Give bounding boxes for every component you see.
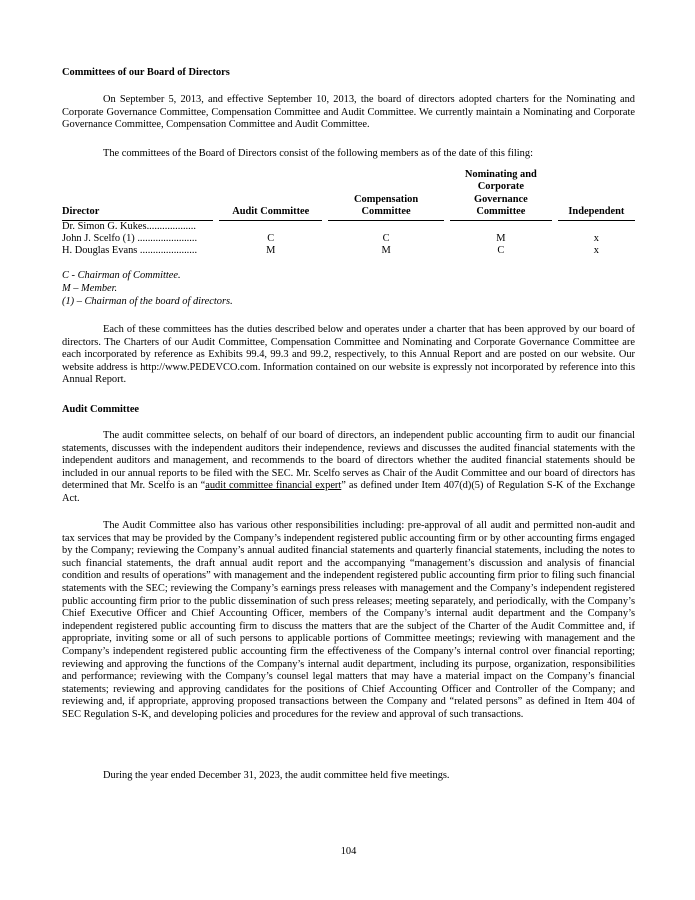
cell-compensation: M: [381, 245, 391, 257]
paragraph-audit-responsibilities: The Audit Committee also has various other responsibilities including: pre-approval of all audit and permitted non-audit and tax services that may be provided by the Company’s independent registered public accounting firm or by other accounting firms engaged by the Company; reviewing the Company’s annual audited financial statements and quarterly financial statements, including the notes to such financial statements, the draft annual audit report and the accompanying “management’s discussion and analysis of financial condition and results of operations” with management and the independent registered public accounting firm prior to filing such financial statements with the SEC; reviewing the Company’s earnings press releases with management and the Company’s independent registered public accounting firm prior to the public dissemination of such press releases; meeting separately, and periodically, with the Company’s Chief Executive Officer and Chief Accounting Officer, members of the Company’s internal audit department and the Company’s independent registered public accounting firm to discuss the matters that are the subject of the Charter of the Audit Committee and, if appropriate, inviting some or all of such persons to applicable portions of Committee meetings; reviewing with management and the Company’s independent registered public accounting firm the effectiveness of the Company’s internal control over financial reporting; reviewing and approving the functions of the Company’s internal audit department, including its purpose, organization, responsibilities and performance; reviewing with the Company’s counsel legal matters that may have a material impact on the Company’s financial statements; reviewing and approving candidates for the positions of Chief Accounting Officer and Controller of the Company; and reviewing and, if appropriate, approving proposed transactions between the Company and “related persons” as defined in Item 404 of SEC Regulation S-K, and developing policies and procedures for the review and approval of such transactions.: [62, 520, 635, 720]
paragraph-charters: On September 5, 2013, and effective September 10, 2013, the board of directors adopted charters for the Nominating and Corporate Governance Committee, Compensation Committee and Audit Committee. We currently maintain a Nominating and Corporate Governance Committee, Compensation Committee and Audit Committee.: [62, 94, 635, 131]
legend-member: M – Member.: [62, 283, 118, 294]
paragraph-audit-selection: [62, 430, 635, 506]
header-nominating-line3: Governance: [474, 193, 528, 205]
audit-text-part2: ” as defined under Item 407(d)(5) of Regulation S-K of the Exchange Act.: [62, 480, 636, 504]
cell-independent: [558, 220, 635, 233]
table-legend: [62, 270, 233, 309]
header-nominating-line2: Corporate: [477, 181, 524, 193]
legend-board-chairman: (1) – Chairman of the board of directors.: [62, 296, 233, 307]
header-nominating-line4: Committee: [476, 206, 526, 218]
table-row: [62, 245, 635, 257]
table-row: [62, 220, 635, 233]
cell-compensation: [328, 220, 444, 233]
table-header-row: [62, 169, 635, 220]
cell-audit: C: [267, 233, 275, 245]
section-heading-audit-committee: Audit Committee: [62, 404, 140, 415]
audit-financial-expert-term: audit committee financial expert: [205, 480, 342, 492]
table-row: [62, 233, 635, 245]
cell-audit: [219, 220, 322, 233]
header-independent: Independent: [558, 169, 635, 220]
cell-nominating: M: [496, 233, 506, 245]
header-nominating-line1: Nominating and: [464, 169, 537, 180]
cell-nominating: C: [497, 245, 505, 257]
cell-audit: M: [266, 245, 276, 257]
cell-director: John J. Scelfo (1) .......................: [62, 233, 198, 245]
header-compensation-line2: Committee: [361, 206, 411, 218]
page-number: 104: [340, 846, 357, 857]
cell-independent: x: [593, 233, 599, 245]
header-compensation-line1: Compensation: [354, 193, 419, 205]
committees-table: [62, 169, 635, 258]
header-audit-committee: Audit Committee: [219, 169, 322, 220]
paragraph-committee-charters: Each of these committees has the duties described below and operates under a charter that has been approved by our board of directors. The Charters of our Audit Committee, Compensation Committee and Nominating and Corporate Governance Committee are each incorporated by reference as Exhibits 99.4, 99.3 and 99.2, respectively, to this Annual Report and are posted on our website. Our website address is http://www.PEDEVCO.com. Information contained on our website is expressly not incorporated by reference into this Annual Report.: [62, 324, 635, 386]
header-nominating-committee: [450, 169, 552, 220]
section-heading-committees: Committees of our Board of Directors: [62, 67, 230, 78]
cell-nominating: [450, 220, 552, 233]
header-compensation-committee: [328, 169, 444, 220]
cell-director: Dr. Simon G. Kukes...................: [62, 220, 196, 232]
header-director: Director: [62, 169, 213, 220]
cell-independent: x: [593, 245, 599, 257]
cell-compensation: C: [382, 233, 390, 245]
paragraph-audit-meetings: During the year ended December 31, 2023, the audit committee held five meetings.: [103, 770, 450, 781]
paragraph-committees-intro: The committees of the Board of Directors consist of the following members as of the date of this filing:: [103, 148, 533, 159]
audit-text-part1: The audit committee selects, on behalf of our board of directors, an independent public accounting firm to audit our financial statements, discusses with the independent auditors their independence, reviews and discusses the audited financial statements with the independent auditors and management, and recommends to the board of directors whether the audited financial statements should be included in our annual reports to be filed with the SEC. Mr. Scelfo serves as Chair of the Audit Committee and our board of directors has determined that Mr. Scelfo is an “: [62, 430, 635, 492]
legend-chairman: C - Chairman of Committee.: [62, 270, 181, 281]
cell-director: H. Douglas Evans ......................: [62, 245, 198, 257]
